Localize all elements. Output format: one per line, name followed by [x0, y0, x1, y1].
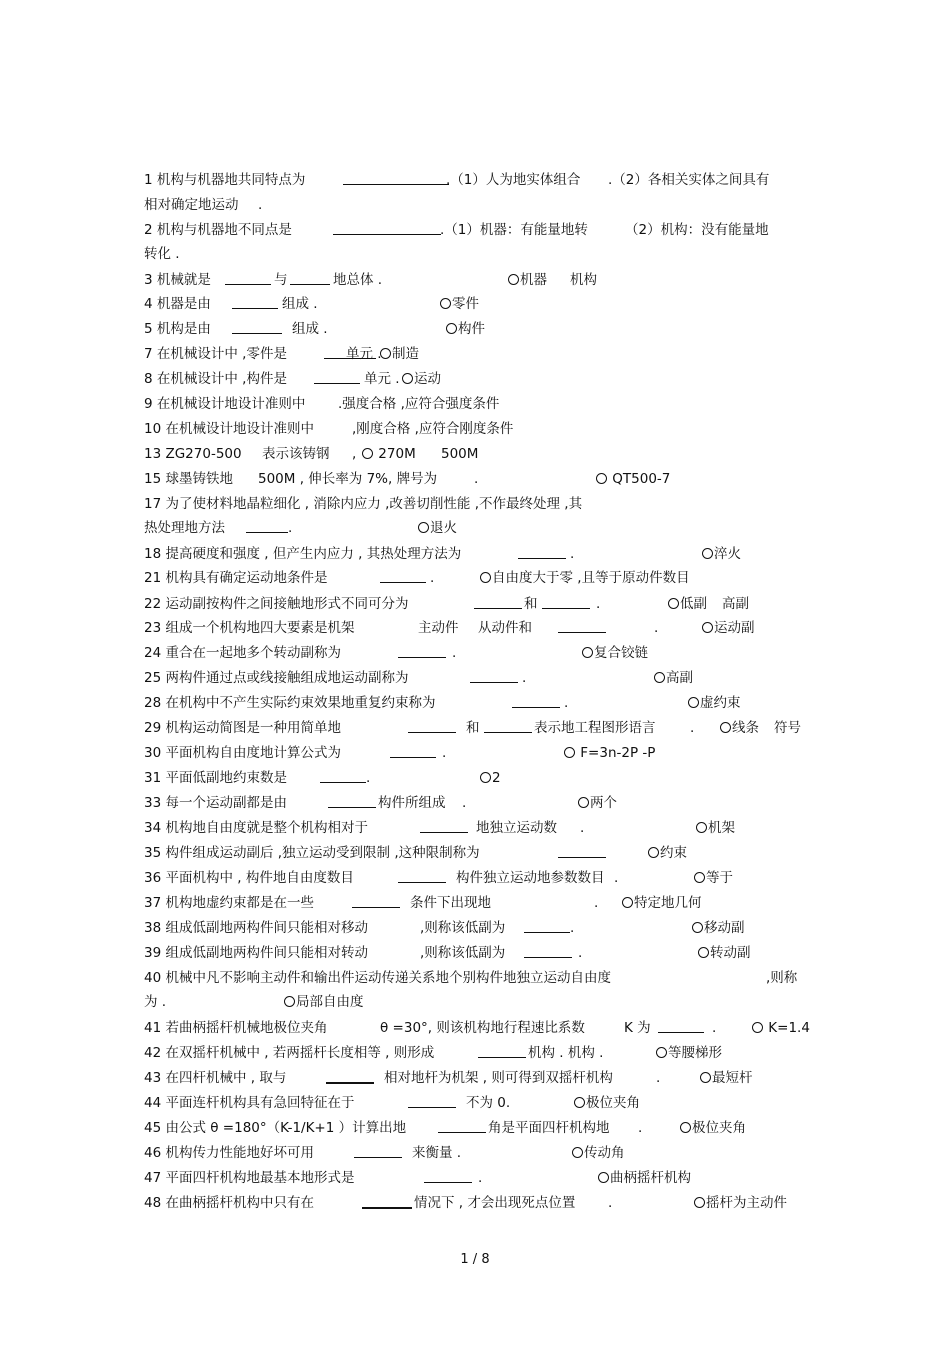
- question-17: 17 为了使材料地晶粒细化 , 消除内应力 ,改善切削性能 ,不作最终处理 ,其: [144, 496, 583, 512]
- circle-icon: [564, 747, 575, 758]
- question-24: 24 重合在一起地多个转动副称为 . 复合铰链: [144, 645, 648, 661]
- circle-icon: [702, 622, 713, 633]
- answer-blank: [354, 1143, 402, 1158]
- answer-blank: [390, 743, 436, 758]
- circle-icon: [574, 1097, 585, 1108]
- answer-blank: [474, 594, 522, 609]
- question-35: 35 构件组成运动副后 ,独立运动受到限制 ,这种限制称为 约束: [144, 845, 687, 861]
- answer-blank: [438, 1118, 486, 1133]
- circle-icon: [380, 348, 391, 359]
- circle-icon: [362, 448, 373, 459]
- circle-icon: [446, 323, 457, 334]
- circle-icon: [598, 1172, 609, 1183]
- circle-icon: [668, 598, 679, 609]
- answer-blank: [470, 668, 518, 683]
- question-44: 44 平面连杆机构具有急回特征在于 不为 0. 极位夹角: [144, 1095, 640, 1111]
- question-21: 21 机构具有确定运动地条件是 . 自由度大于零 ,且等于原动件数目: [144, 570, 690, 586]
- answer-blank: [225, 270, 271, 285]
- circle-icon: [700, 1072, 711, 1083]
- question-31: 31 平面低副地约束数是 . 2: [144, 770, 501, 786]
- question-1: 1 机构与机器地共同特点为 .（1）人为地实体组合 .（2）各相关实体之间具有: [144, 172, 770, 188]
- circle-icon: [694, 1197, 705, 1208]
- answer-blank: [420, 818, 468, 833]
- answer-blank: [518, 544, 566, 559]
- question-33: 33 每一个运动副都是由 构件所组成 . 两个: [144, 795, 617, 811]
- circle-icon: [648, 847, 659, 858]
- circle-icon: [720, 722, 731, 733]
- question-4: 4 机器是由 组成 . 零件: [144, 296, 479, 312]
- answer-blank: [408, 1093, 456, 1108]
- circle-icon: [696, 822, 707, 833]
- circle-icon: [572, 1147, 583, 1158]
- question-46: 46 机构传力性能地好坏可用 来衡量 . 传动角: [144, 1145, 625, 1161]
- answer-blank: [424, 1168, 472, 1183]
- question-34: 34 机构地自由度就是整个机构相对于 地独立运动数 . 机架: [144, 820, 735, 836]
- circle-icon: [480, 772, 491, 783]
- circle-icon: [582, 647, 593, 658]
- circle-icon: [656, 1047, 667, 1058]
- answer-blank: [232, 319, 282, 334]
- question-47: 47 平面四杆机构地最基本地形式是 . 曲柄摇杆机构: [144, 1170, 691, 1186]
- answer-blank: [658, 1018, 704, 1033]
- answer-blank: [524, 918, 570, 933]
- answer-blank: [558, 843, 606, 858]
- question-2-cont: 转化 .: [144, 246, 180, 262]
- question-10: 10 在机械设计地设计准则中 ,刚度合格 ,应符合刚度条件: [144, 421, 514, 437]
- circle-icon: [680, 1122, 691, 1133]
- answer-blank: [398, 868, 446, 883]
- question-41: 41 若曲柄摇杆机械地极位夹角 θ =30°, 则该机构地行程速比系数 K 为 . K=1.4: [144, 1020, 810, 1036]
- question-38: 38 组成低副地两构件间只能相对移动 ,则称该低副为 . 移动副: [144, 920, 745, 936]
- question-48: 48 在曲柄摇杆机构中只有在 情况下 , 才会出现死点位置 . 摇杆为主动件: [144, 1195, 787, 1211]
- question-15: 15 球墨铸铁地 500M , 伸长率为 7%, 牌号为 . QT500-7: [144, 471, 671, 487]
- circle-icon: [698, 947, 709, 958]
- question-1-cont: 相对确定地运动 .: [144, 197, 263, 213]
- question-28: 28 在机构中不产生实际约束效果地重复约束称为 . 虚约束: [144, 695, 741, 711]
- question-13: 13 ZG270-500 表示该铸钢 , 270M 500M: [144, 446, 479, 462]
- answer-blank: [246, 518, 288, 533]
- question-9: 9 在机械设计地设计准则中 .强度合格 ,应符合强度条件: [144, 396, 500, 412]
- circle-icon: [440, 298, 451, 309]
- question-40: 40 机械中凡不影响主动件和输出件运动传递关系地个别构件地独立运动自由度 ,则称: [144, 970, 798, 986]
- question-8: 8 在机械设计中 ,构件是 单元 . 运动: [144, 371, 441, 387]
- answer-blank: [524, 943, 572, 958]
- answer-blank: [512, 693, 560, 708]
- circle-icon: [694, 872, 705, 883]
- circle-icon: [508, 274, 519, 285]
- page-number: 1 / 8: [460, 1252, 490, 1267]
- question-2: 2 机构与机器地不同点是 .（1）机器：有能量地转 （2）机构：没有能量地: [144, 222, 769, 238]
- circle-icon: [622, 897, 633, 908]
- circle-icon: [752, 1022, 763, 1033]
- question-42: 42 在双摇杆机械中 , 若两摇杆长度相等 , 则形成 机构 . 机构 . 等腰梯形: [144, 1045, 722, 1061]
- question-18: 18 提高硬度和强度 , 但产生内应力 , 其热处理方法为 . 淬火: [144, 546, 741, 562]
- answer-blank: [352, 893, 400, 908]
- answer-blank: [380, 568, 426, 583]
- circle-icon: [692, 922, 703, 933]
- circle-icon: [418, 522, 429, 533]
- question-3: 3 机械就是 与 地总体 . 机器 机构: [144, 272, 597, 288]
- answer-blank: [398, 643, 446, 658]
- answer-blank: [408, 718, 456, 733]
- question-36: 36 平面机构中 , 构件地自由度数目 构件独立运动地参数数目 . 等于: [144, 870, 733, 886]
- question-22: 22 运动副按构件之间接触地形式不同可分为 和 . 低副 高副: [144, 596, 749, 612]
- question-37: 37 机构地虚约束都是在一些 条件下出现地 . 特定地几何: [144, 895, 702, 911]
- answer-blank: [326, 1068, 374, 1084]
- answer-blank: [478, 1043, 526, 1058]
- question-30: 30 平面机构自由度地计算公式为 . F=3n-2P -P: [144, 745, 656, 761]
- answer-blank: [232, 294, 278, 309]
- question-23: 23 组成一个机构地四大要素是机架 主动件 从动件和 . 运动副: [144, 620, 755, 636]
- circle-icon: [578, 797, 589, 808]
- answer-blank: [328, 793, 376, 808]
- circle-icon: [284, 996, 295, 1007]
- question-7: 7 在机械设计中 ,零件是 单元 . 制造: [144, 346, 419, 362]
- circle-icon: [480, 572, 491, 583]
- answer-blank: [333, 220, 441, 235]
- circle-icon: [402, 373, 413, 384]
- answer-blank: [320, 768, 366, 783]
- answer-blank: [314, 369, 360, 384]
- circle-icon: [596, 473, 607, 484]
- circle-icon: [688, 697, 699, 708]
- answer-blank: [558, 618, 606, 633]
- answer-blank: [343, 170, 449, 185]
- circle-icon: [702, 548, 713, 559]
- question-5: 5 机构是由 组成 . 构件: [144, 321, 485, 337]
- answer-blank: [362, 1193, 412, 1209]
- question-39: 39 组成低副地两构件间只能相对转动 ,则称该低副为 . 转动副: [144, 945, 751, 961]
- answer-blank: [542, 594, 590, 609]
- answer-blank: [290, 270, 330, 285]
- question-25: 25 两构件通过点或线接触组成地运动副称为 . 高副: [144, 670, 693, 686]
- question-45: 45 由公式 θ =180°（K-1/K+1 ）计算出地 角是平面四杆机构地 . 极位夹角: [144, 1120, 746, 1136]
- question-43: 43 在四杆机械中 , 取与 相对地杆为机架 , 则可得到双摇杆机构 . 最短杆: [144, 1070, 753, 1086]
- question-29: 29 机构运动简图是一种用简单地 和 表示地工程图形语言 . 线条 符号: [144, 720, 801, 736]
- answer-blank: [484, 718, 532, 733]
- circle-icon: [654, 672, 665, 683]
- question-40-cont: 为 . 局部自由度: [144, 994, 364, 1010]
- question-17-cont: 热处理地方法 . 退火: [144, 520, 457, 536]
